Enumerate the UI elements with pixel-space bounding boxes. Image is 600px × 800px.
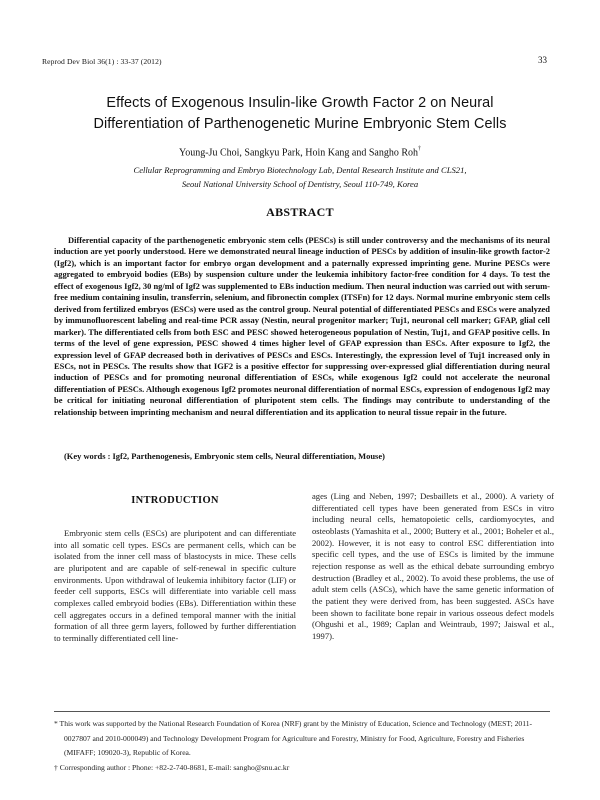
footnote-divider (54, 711, 550, 712)
title-line-1: Effects of Exogenous Insulin-like Growth Factor 2 on Neural (106, 95, 494, 111)
keywords: (Key words : Igf2, Parthenogenesis, Embryonic stem cells, Neural differentiation, Mouse) (64, 451, 385, 461)
introduction-paragraph: Embryonic stem cells (ESCs) are pluripotent and can differentiate into all somatic cell types. ESCs are permanent cells, which can be isolated from the inner cell mass of blastocysts in mice. These cells are pluripotent and are capable of self-renewal in specific culture environments. Upon withdrawal of leukemia inhibitory factor (LIF) or feeder cell supports, ESCs will differentiate into variable cell mass complexes called embryoid bodies (EBs). Differentiation within these cell aggregates occurs in a defined temporal manner with the initial formation of all three germ layers, followed by further differentiation to terminally differentiated cell line- (54, 528, 296, 643)
affiliation (0, 164, 600, 191)
journal-citation: Reprod Dev Biol 36(1) : 33-37 (2012) (42, 57, 162, 66)
left-column (54, 495, 296, 645)
corresponding-author-footnote: † Corresponding author : Phone: +82-2-740-8681, E-mail: sangho@snu.ac.kr (54, 763, 290, 773)
author-names: Young-Ju Choi, Sangkyu Park, Hoin Kang and Sangho Roh (179, 147, 418, 159)
introduction-left-text (54, 528, 296, 645)
abstract-text: Differential capacity of the parthenogenetic embryonic stem cells (PESCs) is still under controversy and the mechanisms of its neural induction are yet poorly understood. Here we demonstrated neural lineage induction of PESCs by addition of insulin-like growth factor-2 (Igf2), which is an important factor for embryo organ development and a paternally expressed imprinting gene. Murine PESCs were aggregated to embryoid bodies (EBs) by suspension culture under the leukemia inhibitory factor-free condition for 4 days. To test the effect of exogenous Igf2, 30 ng/ml of Igf2 was supplemented to EBs induction medium. Then neural induction was carried out with serum-free medium containing insulin, transferrin, selenium, and fibronectin complex (ITSFn) for 12 days. Normal murine embryonic stem cells derived from fertilized embryos (ESCs) were used as the control group. Neural potential of differentiated PESCs and ESCs were analyzed by immunofluorescent labeling and real-time PCR assay (Nestin, neural progenitor marker; Tuj1, neuronal cell marker; GFAP, glial cell marker). The differentiated cells from both ESC and PESC showed heterogeneous population of Nestin, Tuj1, and GFAP positive cells. In terms of the level of gene expression, PESC showed 4 times higher level of GFAP expression than ESCs. After exposure to Igf2, the expression level of GFAP decreased both in derivatives of PESCs and ESCs. Interestingly, the expression level of Tuj1 increased only in ESCs, not in PESCs. The results show that IGF2 is a positive effector for suppressing over-expressed glial differentiation during neural induction of PESCs and for promoting neuronal differentiation of ESCs, while exogenous Igf2 could not accelerate the neuronal differentiation of PESCs. Although exogenous Igf2 promotes neuronal differentiation of normal ESCs, expression of endogenous Igf2 may be critical for initiating neuronal differentiation of pluripotent stem cells. The findings may contribute to understanding of the relationship between imprinting mechanism and neural differentiation and its application to neural tissue repair in the future. (54, 235, 550, 417)
introduction-right-text: ages (Ling and Neben, 1997; Desbaillets et al., 2000). A variety of differentiated cell types have been generated from ESCs in vitro including neural cells, hematopoietic cells, cardiomyocytes, and osteoblasts (Yamashita et al., 2000; Buttery et al., 2001; Boheler et al., 2002). However, it is not easy to control ESC differentiation into specific cell types, and the use of ESCs is limited by the immune rejection response as well as the ethical debate surrounding embryo destruction (Bradley et al., 2002). To avoid these problems, the use of adult stem cells (ASCs), which have the same genetic information of the patient they were derived from, has been suggested. ASCs have been shown to facilitate bone repair in various osseous defect models (Ohgushi et al., 1989; Caplan and Weintraub, 1997; Jaiswal et al., 1997). (312, 491, 554, 641)
corresponding-mark: † (418, 146, 421, 152)
title-line-2: Differentiation of Parthenogenetic Murine Embryonic Stem Cells (93, 116, 507, 132)
affiliation-line-2: Seoul National University School of Dentistry, Seoul 110-749, Korea (181, 178, 419, 189)
affiliation-line-1: Cellular Reprogramming and Embryo Biotechnology Lab, Dental Research Institute and CLS21, (133, 165, 467, 175)
abstract-heading: ABSTRACT (266, 205, 334, 219)
page-number: 33 (538, 55, 547, 65)
funding-footnote: * This work was supported by the National Research Foundation of Korea (NRF) grant by the Ministry of Education, Science and Technology (MEST; 2011-0027807 and 2010-000049) and Technology Development Program for Agriculture and Forestry, Ministry for Food, Agriculture, Forestry and Fisheries (MIFAFF; 109020-3), Republic of Korea. (54, 719, 533, 758)
abstract-body (54, 235, 550, 418)
author-list (0, 147, 600, 158)
right-column (312, 491, 554, 643)
footnotes (54, 717, 550, 776)
introduction-heading: INTRODUCTION (131, 495, 219, 506)
paper-title (0, 93, 600, 135)
